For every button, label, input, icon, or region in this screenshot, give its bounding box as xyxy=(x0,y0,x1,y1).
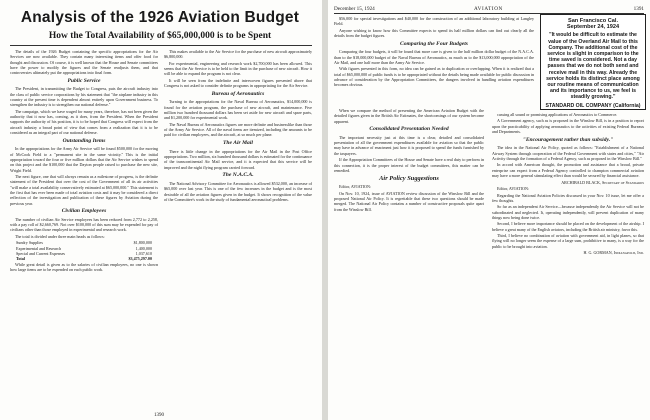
ad-quote: "It would be difficult to estimate the value of the Overland Air Mail to this Company. The additional cost of the service is slight in comparison to the time saved is considered. Not a day passes that we do not both send and receive mail in this way. Already the service holds its distinct place among our routine means of communication and its importance to us, we feel is steadily growing." xyxy=(546,32,640,101)
section-heading-consolidated-presentation: Consolidated Presentation Needed xyxy=(369,126,449,133)
paragraph: A Government agency, such as is proposed in the Winslow Bill, is in a position to report upon the practicability of applying aeronautics to the activities of existing Federal Bureaus and Departments. xyxy=(492,118,644,135)
paragraph: In accord with American thought, the promotion and assistance that a broad, private enterprise can expect from a Federal Agency controlled to champion commercial aviation may have a more general stimulating effect than would be secured by financial assistance. xyxy=(492,162,644,179)
budget-table xyxy=(10,240,158,261)
paragraph: So far as an independent Air Service—because independently the Air Service will not be subordinated and neglected. It, operating independently, will prevent duplication of many things now being done twice. xyxy=(492,204,644,220)
paragraph: cussing all sound or promising applications of Aeronautics to Commerce. xyxy=(497,112,618,117)
paragraph: The President, in transmitting the Budget to Congress, puts the aircraft industry into the class of public service corporations by his statement that "the airplane industry in this country at the present time is dependent almost entirely upon Government business. To strengthen the industry is to strengthen our national defense." xyxy=(10,86,158,108)
paragraph: The next figure, one that will always remain as a milestone of progress, is the definite statement of the President that over the cost of the Government of all its air activities "will make a total availability conservatively estimated at $65,000,000." This statement is the first that has ever been made of total aviation costs and it may be considered a direct reflection of the investigation and publication of these figures by Aviation during the previous year. xyxy=(10,174,158,206)
paragraph: This makes available to the Air Service for the purchase of new aircraft approximately $6,800,000. xyxy=(164,49,312,60)
right-page xyxy=(328,0,650,420)
right-column-2 xyxy=(492,112,644,410)
ad-signature: STANDARD OIL COMPANY (California) xyxy=(545,102,641,109)
right-column-1-top xyxy=(334,16,534,106)
paragraph: Editor, AVIATION: xyxy=(339,184,372,190)
left-page xyxy=(0,0,322,420)
paragraph: Editor, AVIATION: xyxy=(497,186,530,192)
signatory: H. G. GORMAN, Indianapolis, Ind. xyxy=(583,250,644,256)
paragraph: The number of civilian Air Service employees has been reduced from 2,772 to 2,258, with a pay roll of $2,660,769. Not over $100,000 of this sum may be expended for pay of civilians other than those employed in experimental and research work. xyxy=(10,216,158,233)
section-heading-outstanding-items: Outstanding Items xyxy=(62,137,106,144)
signatory: ARCHIBALD BLACK, Secretary of Standards xyxy=(561,179,644,185)
paragraph: Second, I believe more importance should be placed on the development of the airship. I believe a great many of the English aviators, including the British air ministry, favor this. xyxy=(492,221,644,232)
table-row: Sundry Supplies $1,800,000 xyxy=(16,240,152,246)
left-column-2 xyxy=(164,49,312,411)
paragraph: The campaign, which we have waged for many years, therefore, has not been given the authority that it now has, coming, as it does, from the President. When the President supports the authority of his position, it is to be hoped that Congress will expect from the aircraft industry a broad point of view that comes from a realization that it is to be considered as an integral part of our national defense. xyxy=(10,108,158,136)
pull-quote: "Encouragement rather than subsidy." xyxy=(522,136,614,143)
paragraph: $56,000 for special investigations and $40,000 for the construction of an additional laboratory building at Langley Field. xyxy=(334,16,534,27)
section-heading-civilian-employees: Civilian Employees xyxy=(61,208,107,215)
paragraph: There is little change in the appropriations for the Air Mail in the Post Office appropriations. Two million, six hundred thousand dollars is estimated for the continuance of the transcontinental Air Mail service, and it is expected that this service will be improved and the night flying program carried forward. xyxy=(164,148,312,170)
paragraph: The idea in the National Air Policy, quoted as follows: "Establishment of a National Airway System through cooperation of the Federal Government with states and cities," "Air Activity through the formation of a Federal Agency, such as proposed in the Winslow Bill." xyxy=(492,145,644,161)
section-heading-comparing-budgets: Comparing the Four Budgets xyxy=(400,40,468,47)
paragraph: When we compare the method of presenting the American Aviation Budget with the detailed figures given in the British Air Estimates, the shortcomings of our system become apparent. xyxy=(334,108,484,124)
section-heading-air-mail: The Air Mail xyxy=(223,140,253,147)
paragraph: Anyone wishing to know how this Committee expects to spend its half million dollars can find out clearly all the details from the budget figures. xyxy=(334,27,534,39)
paragraph: Turning to the appropriations for the Naval Bureau of Aeronautics, $14,000,000 is found for the aviation program, the purchase of new aircraft, and maintenance. Five million two hundred thousand dollars has been set aside for new aircraft and spare parts, and $1,200,000 for experimental work. xyxy=(164,99,312,121)
article-subtitle: How the Total Availability of $65,000,000 is to be Spent xyxy=(48,31,272,41)
paragraph: On Nov. 10, 1924, issue of AVIATION review discussion of the Winslow Bill and the proposed National Air Policy. It is regrettable that these two questions should be made merged. The National Air Policy contains a number of constructive proposals quite apart from the Winslow Bill. xyxy=(334,190,484,212)
section-heading-air-policy: Air Policy Suggestions xyxy=(379,174,439,182)
paragraph: The important necessity just at this time is a clear, detailed and consolidated presentation of all the government expenditures available for aviation so that the public may have in advance of enactment just how it is proposed to spend the funds furnished by the taxpayers. xyxy=(334,134,484,156)
paragraph: Comparing the four budgets, it will be found that more care is given to the half million dollar budget of the N.A.C.A. than to the $18,000,000 budget of the Naval Bureau of Aeronautics, as much as to the $13,000,000 appropriation of the Air Mail, and one half more than the Army Air Service. xyxy=(334,49,534,65)
page-number-left: 1390 xyxy=(154,413,164,418)
paragraph: For experimental, engineering and research work $2,700,000 has been allowed. This seems that the Air Service is to be held to the limit in the purchase of new aircraft. How it will be able to expand the program is not clear. xyxy=(164,60,312,77)
paragraph: The Naval Bureau of Aeronautics figures are more definite and businesslike than those of the Army Air Service. All of the naval items are itemized, including the amounts to be paid for civilian employees, and the aircraft, at so much per plane. xyxy=(164,121,312,138)
title-rule xyxy=(10,45,312,46)
issue-date: December 15, 1924 xyxy=(334,6,375,12)
paragraph: The details of the 1926 Budget containing the specific appropriations for the Air Services are now available. They contain many interesting items and offer food for thought and discussion. Of course, it is well known that the House and Senate committees have the power to modify the figures and the Senate readjusts them, and that controversies ultimately put the appropriations into final form. xyxy=(10,49,158,76)
paragraph: If the Appropriation Committees of the House and Senate have a real duty to perform in this connection, it is the proper interest of the budget committees, this matter can be remedied. xyxy=(334,157,484,173)
paragraph: Regarding the National Aviation Policies discussed in your Nov. 10 issue, let me offer a few thoughts. xyxy=(492,192,644,203)
paragraph: Third, I believe no combination of aviation with government aid, in light planes, so that flying will no longer seem the expense of a large sum, prohibitive to many, is a way for the public to be brought into aviation. xyxy=(492,233,644,249)
left-column-1 xyxy=(10,49,158,411)
page-number-right: 1391 xyxy=(633,6,644,12)
publication-name: AVIATION xyxy=(474,6,503,12)
paragraph: While great detail is given as to the salaries of civilian employees, no one is shown how large items are to be expended on each public work. xyxy=(10,261,158,272)
paragraph: The total is divided under three main heads as follows: xyxy=(15,233,105,239)
ad-place: San Francisco Cal. September 24, 1924 xyxy=(566,18,620,31)
paragraph: In the appropriations for the Army Air Service will be found $500,000 for the moving of McCook Field to a "permanent site in the same vicinity." This is the initial appropriation toward the four or five million dollars that the Air Service wishes to spend on this project and the $100,000 that the Dayton people raised to purchase the new site, Wright Field. xyxy=(10,146,158,173)
section-heading-bureau-of-aeronautics: Bureau of Aeronautics xyxy=(211,90,265,97)
article-title: Analysis of the 1926 Aviation Budget xyxy=(20,9,300,26)
paragraph: With figures presented in this form, no idea can be gained as to duplication or overlapping. When it is realized that a total of $65,000,000 of public funds is to be appropriated without the details being made available for public discussion in advance of consideration by the Appropriation Committees, the dangers involved in handling aviation expenditures becomes obvious. xyxy=(334,66,534,88)
paragraph: The National Advisory Committee for Aeronautics is allowed $532,000, an increase of $65,000 over last year. This is one of the few increases in the budget and is the most desirable of all the aviation figures given in the budget. It shows recognition of the value of the Committee's work in the study of fundamental aeronautical problems. xyxy=(164,180,312,202)
table-row: Experimental and Research 1,400,000 xyxy=(16,245,152,251)
section-heading-public-service: Public Service xyxy=(67,77,101,84)
section-heading-naca: The N.A.C.A. xyxy=(222,172,254,179)
table-row: Total $3,475,297.00 xyxy=(16,256,152,262)
paragraph: It will be seen from the indefinite and interwoven figures presented above that Congress is not asked to consider definite programs in appropriating for the Air Service. xyxy=(164,77,312,89)
intro-text xyxy=(10,49,158,75)
right-column-1 xyxy=(334,108,484,410)
table-row: Special and Current Expenses 1,037,610 xyxy=(16,250,152,256)
advertisement-box xyxy=(540,14,646,110)
